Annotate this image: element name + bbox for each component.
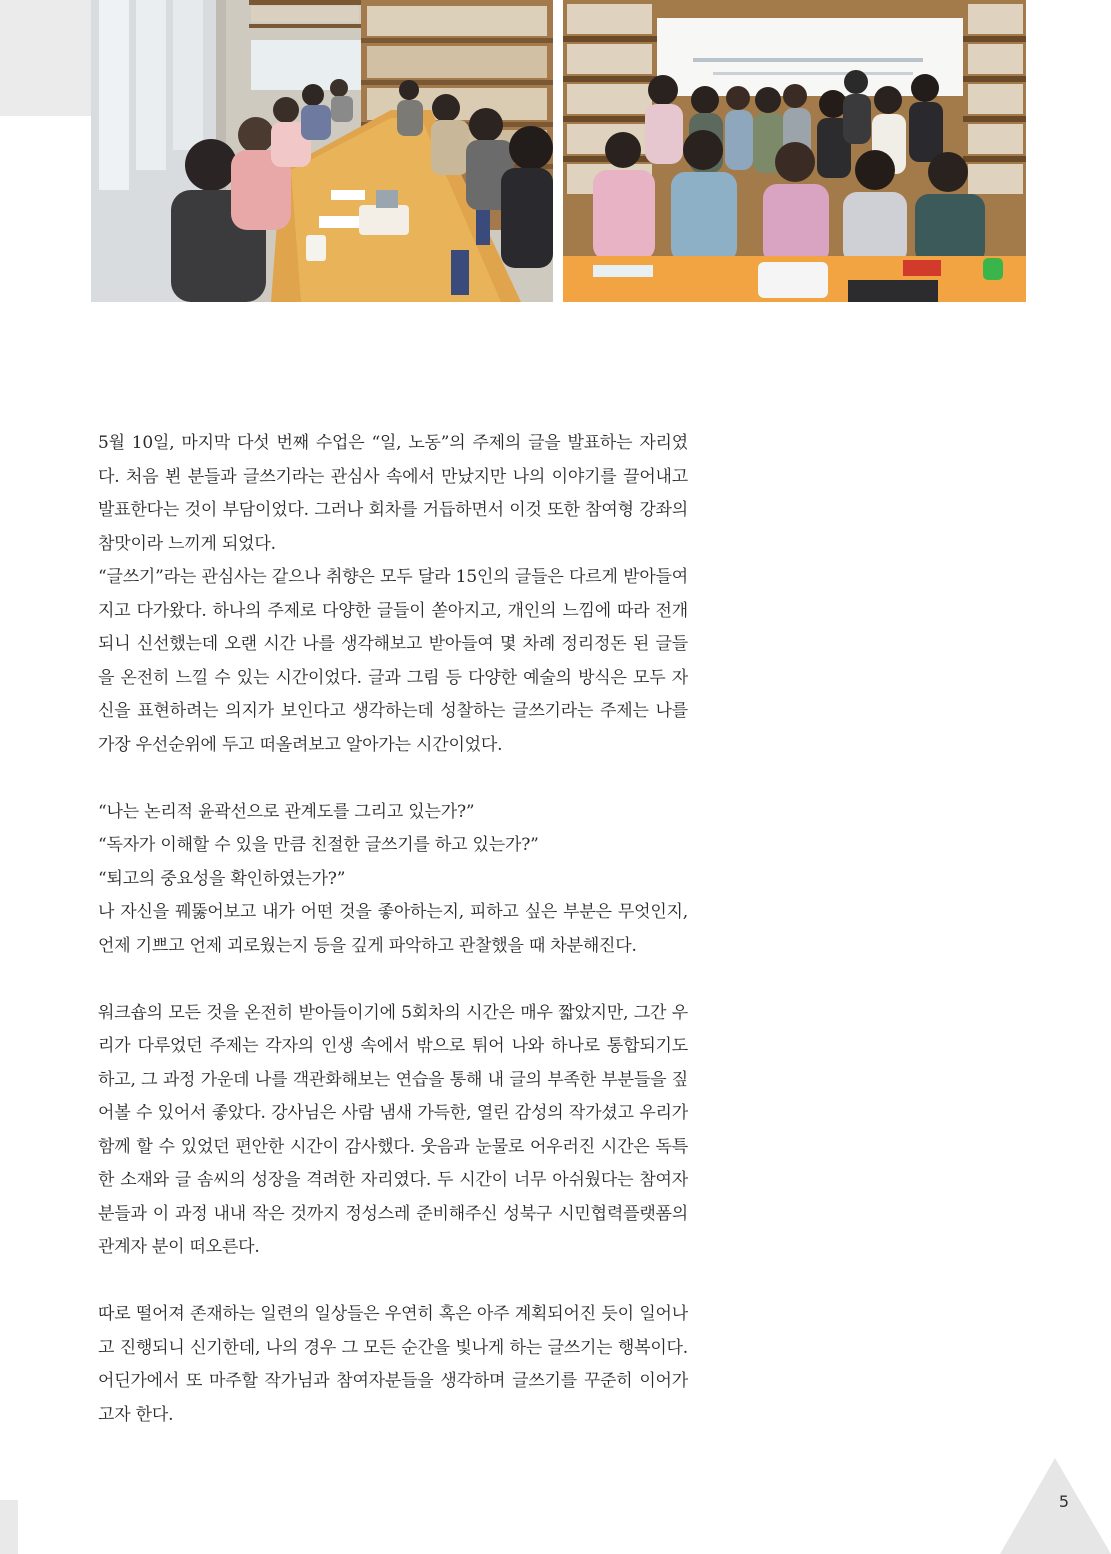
question-kind-writing: “독자가 이해할 수 있을 만큼 친절한 글쓰기를 하고 있는가?” xyxy=(98,835,539,855)
workshop-photo-left xyxy=(91,0,553,302)
paragraph-gap xyxy=(98,1265,688,1299)
page-number: 5 xyxy=(1058,1492,1070,1511)
paragraph-writing-interest: “글쓰기”라는 관심사는 같으나 취향은 모두 달라 15인의 글들은 다르게 받아들여지고 다가왔다. 하나의 주제로 다양한 글들이 쏟아지고, 개인의 느낌에 따라 전개되니 신선했는데 오랜 시간 나를 생각해보고 받아들여 몇 차례 정리정돈 된 글들을 온전히 느낄 수 있는 시간이었다. 글과 그림 등 다양한 예술의 방식은 모두 자신을 표현하려는 의지가 보인다고 생각하는데 성찰하는 글쓰기라는 주제는 나를 가장 우선순위에 두고 떠올려보고 알아가는 시간이었다. xyxy=(98,567,688,755)
paragraph-closing: 따로 떨어져 존재하는 일련의 일상들은 우연히 혹은 아주 계획되어진 듯이 일어나고 진행되니 신기한데, 나의 경우 그 모든 순간을 빛나게 하는 글쓰기는 행복이다. 어딘가에서 또 마주할 작가님과 참여자분들을 생각하며 글쓰기를 꾸준히 이어가고자 한다. xyxy=(98,1304,688,1425)
question-revision: “퇴고의 중요성을 확인하였는가?” xyxy=(98,868,346,889)
corner-decoration-bottom xyxy=(0,1500,18,1554)
paragraph-gap xyxy=(98,762,688,796)
corner-decoration-top xyxy=(0,0,92,116)
paragraph-class-five: 5월 10일, 마지막 다섯 번째 수업은 “일, 노동”의 주제의 글을 발표하는 자리였다. 처음 뵌 분들과 글쓰기라는 관심사 속에서 만났지만 나의 이야기를 끌어내고 발표한다는 것이 부담이었다. 그러나 회차를 거듭하면서 이것 또한 참여형 강좌의 참맛이라 느끼게 되었다. xyxy=(98,433,688,554)
article-body xyxy=(98,427,688,1432)
paragraph-self-reflection: 나 자신을 꿰뚫어보고 내가 어떤 것을 좋아하는지, 피하고 싶은 부분은 무엇인지, 언제 기쁘고 언제 괴로웠는지 등을 깊게 파악하고 관찰했을 때 차분해진다. xyxy=(98,902,688,956)
question-outline: “나는 논리적 윤곽선으로 관계도를 그리고 있는가?” xyxy=(98,801,475,822)
group-photo-illustration xyxy=(563,0,1026,302)
workshop-seated-illustration xyxy=(91,0,553,302)
group-photo-right xyxy=(563,0,1026,302)
paragraph-gap xyxy=(98,963,688,997)
paragraph-workshop-review: 워크숍의 모든 것을 온전히 받아들이기에 5회차의 시간은 매우 짧았지만, 그간 우리가 다루었던 주제는 각자의 인생 속에서 밖으로 튀어 나와 하나로 통합되기도 하고, 그 과정 가운데 나를 객관화해보는 연습을 통해 내 글의 부족한 부분들을 짚어볼 수 있어서 좋았다. 강사님은 사람 냄새 가득한, 열린 감성의 작가셨고 우리가 함께 할 수 있었던 편안한 시간이 감사했다. 웃음과 눈물로 어우러진 시간은 독특한 소재와 글 솜씨의 성장을 격려한 자리였다. 두 시간이 너무 아쉬웠다는 참여자 분들과 이 과정 내내 작은 것까지 정성스레 준비해주신 성북구 시민협력플랫폼의 관계자 분이 떠오른다. xyxy=(98,1002,688,1257)
